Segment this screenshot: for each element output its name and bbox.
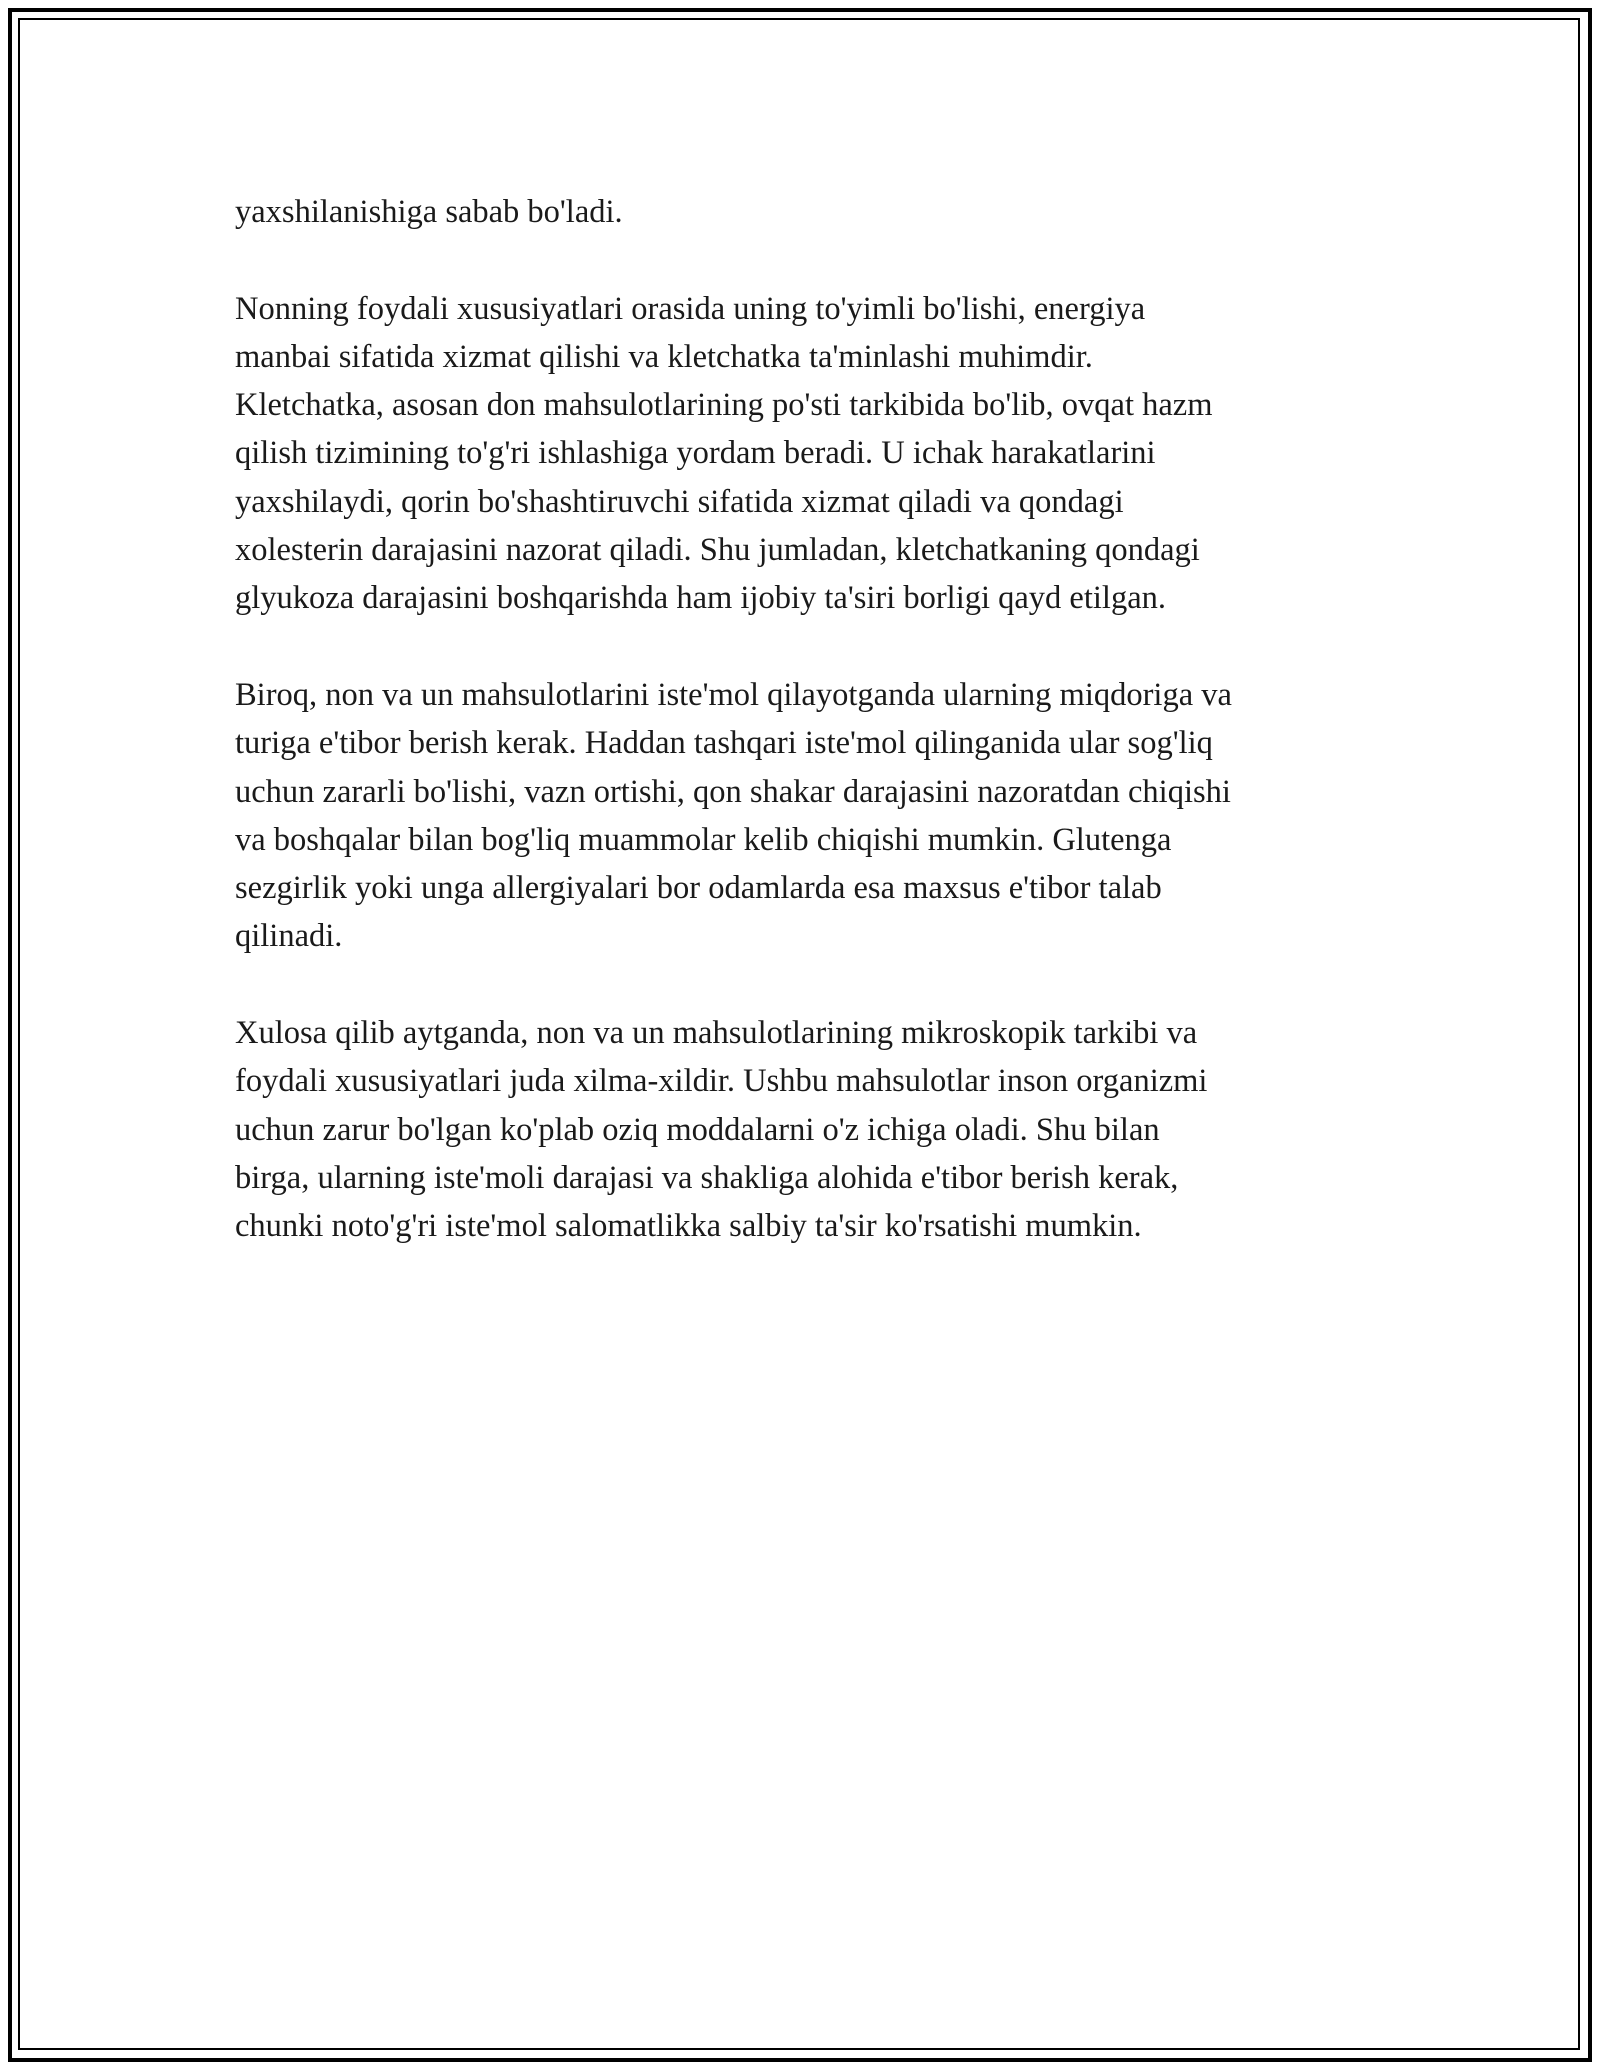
paragraph-benefits: Nonning foydali xususiyatlari orasida uning to'yimli bo'lishi, energiya manbai sifatida xizmat qilishi va kletchatka ta'minlashi muhimdir. Kletchatka, asosan don mahsulotlarining po'sti tarkibida bo'lib, ovqat hazm qilish tizimining to'g'ri ishlashiga yordam beradi. U ichak harakatlarini yaxshilaydi, qorin bo'shashtiruvchi sifatida xizmat qiladi va qondagi xolesterin darajasini nazorat qiladi. Shu jumladan, kletchatkaning qondagi glyukoza darajasini boshqarishda ham ijobiy ta'siri borligi qayd etilgan.	[235, 290, 1213, 617]
document-body	[235, 188, 1365, 1299]
paragraph-caution: Biroq, non va un mahsulotlarini iste'mol qilayotganda ularning miqdoriga va turiga e'tibor berish kerak. Haddan tashqari iste'mol qilinganida ular sog'liq uchun zararli bo'lishi, vazn ortishi, qon shakar darajasini nazoratdan chiqishi va boshqalar bilan bog'liq muammolar kelib chiqishi mumkin. Glutenga sezgirlik yoki unga allergiyalari bor odamlarda esa maxsus e'tibor talab qilinadi.	[235, 676, 1232, 955]
paragraph-continuation: yaxshilanishiga sabab bo'ladi.	[235, 194, 623, 230]
paragraph-conclusion: Xulosa qilib aytganda, non va un mahsulotlarining mikroskopik tarkibi va foydali xususiyatlari juda xilma-xildir. Ushbu mahsulotlar inson organizmi uchun zarur bo'lgan ko'plab oziq moddalarni o'z ichiga oladi. Shu bilan birga, ularning iste'moli darajasi va shakliga alohida e'tibor berish kerak, chunki noto'g'ri iste'mol salomatlikka salbiy ta'sir ko'rsatishi mumkin.	[235, 1015, 1208, 1245]
